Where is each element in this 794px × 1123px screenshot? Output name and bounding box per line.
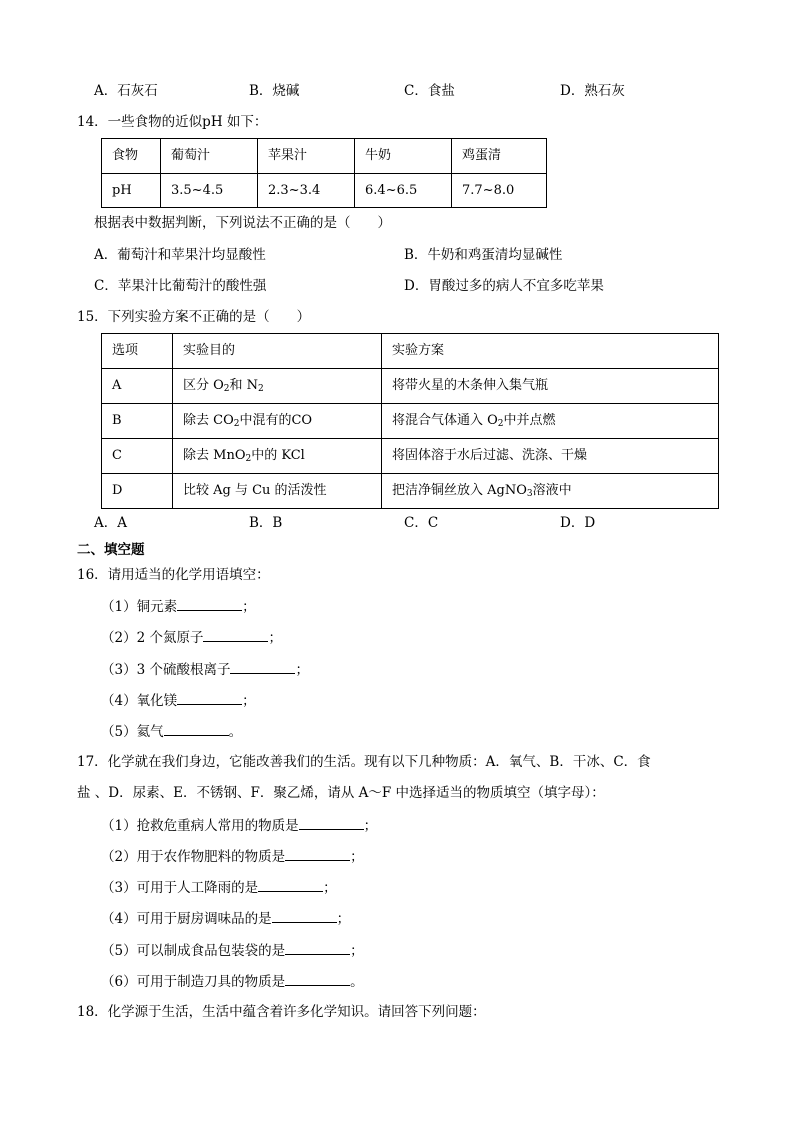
q14-stem: 14．一些食物的近似pH 如下： <box>77 114 268 130</box>
item-label: （5）氦气 <box>101 724 164 740</box>
cell-text: 和 N <box>229 378 259 393</box>
table-cell <box>382 474 719 509</box>
q15-experiment-table <box>101 333 719 509</box>
item-end: ； <box>242 599 256 615</box>
q15-stem: 15．下列实验方案不正确的是（ ） <box>77 309 311 325</box>
cell-text: 区分 O <box>183 378 224 393</box>
answer-blank[interactable] <box>258 878 323 892</box>
answer-blank[interactable] <box>285 941 350 955</box>
table-cell: 食物 <box>102 139 161 174</box>
item-label: （3）3 个硫酸根离子 <box>101 662 231 678</box>
q17-item-6 <box>101 972 364 991</box>
q14-option-c[interactable]: C．苹果汁比葡萄汁的酸性强 <box>94 278 267 294</box>
answer-blank[interactable] <box>164 722 229 736</box>
answer-blank[interactable] <box>285 972 350 986</box>
q14-options-row1 <box>0 246 794 264</box>
cell-text: 中混有的CO <box>239 413 313 428</box>
cell-text: 将混合气体通入 O <box>392 413 498 428</box>
item-label: （1）抢救危重病人常用的物质是 <box>101 818 299 834</box>
table-cell: 6.4~6.5 <box>355 174 452 208</box>
q15-options <box>0 514 794 532</box>
subscript: 3 <box>526 489 533 499</box>
q17-item-3 <box>101 878 337 897</box>
q16-item-3 <box>101 660 309 679</box>
subscript: 2 <box>245 454 252 464</box>
q18-stem: 18．化学源于生活，生活中蕴含着许多化学知识。请回答下列问题： <box>77 1004 486 1020</box>
answer-blank[interactable] <box>177 597 242 611</box>
q14-options-row2 <box>0 277 794 295</box>
answer-blank[interactable] <box>299 816 364 830</box>
q14-ph-table <box>101 138 547 208</box>
item-label: （1）铜元素 <box>101 599 178 615</box>
table-cell: A <box>102 369 173 404</box>
item-label: （6）可用于制造刀具的物质是 <box>101 974 286 990</box>
item-end: ； <box>295 662 309 678</box>
answer-blank[interactable] <box>177 691 242 705</box>
table-row <box>102 474 719 509</box>
q16-stem: 16．请用适当的化学用语填空： <box>77 567 270 583</box>
answer-blank[interactable] <box>285 847 350 861</box>
q15-option-a[interactable]: A．A <box>94 515 127 531</box>
item-label: （4）氧化镁 <box>101 693 178 709</box>
q17-item-4 <box>101 909 350 928</box>
table-cell: D <box>102 474 173 509</box>
table-cell: 3.5~4.5 <box>161 174 258 208</box>
table-cell: 将带火星的木条伸入集气瓶 <box>382 369 719 404</box>
item-label: （2）2 个氮原子 <box>101 630 204 646</box>
table-header-cell: 实验方案 <box>382 334 719 369</box>
section-heading: 二、填空题 <box>77 542 145 558</box>
table-cell: C <box>102 439 173 474</box>
table-cell <box>382 404 719 439</box>
q14-option-a[interactable]: A．葡萄汁和苹果汁均显酸性 <box>94 247 266 263</box>
table-cell: 苹果汁 <box>258 139 355 174</box>
table-header-cell: 实验目的 <box>173 334 382 369</box>
subscript: 2 <box>223 384 230 394</box>
q13-options <box>0 82 794 100</box>
table-row <box>102 369 719 404</box>
item-end: ； <box>242 693 256 709</box>
q14-question: 根据表中数据判断，下列说法不正确的是（ ） <box>94 215 391 231</box>
cell-text: 除去 MnO <box>183 448 246 463</box>
table-cell <box>173 369 382 404</box>
q16-item-5 <box>101 722 242 741</box>
table-cell: 2.3~3.4 <box>258 174 355 208</box>
q16-item-4 <box>101 691 256 710</box>
q15-option-d[interactable]: D．D <box>560 515 596 531</box>
subscript: 2 <box>233 419 240 429</box>
item-end: ； <box>336 911 351 927</box>
item-label: （5）可以制成食品包装袋的是 <box>101 943 286 959</box>
subscript: 2 <box>258 384 264 394</box>
answer-blank[interactable] <box>272 909 337 923</box>
answer-blank[interactable] <box>230 660 295 674</box>
item-end: ； <box>350 849 364 865</box>
q13-option-b[interactable]: B．烧碱 <box>249 83 300 99</box>
q17-item-1 <box>101 816 377 835</box>
table-row <box>102 174 547 208</box>
q17-stem-line1: 17．化学就在我们身边，它能改善我们的生活。现有以下几种物质：A．氧气、B．干冰、C．食 <box>77 754 651 770</box>
item-label: （4）可用于厨房调味品的是 <box>101 911 272 927</box>
table-cell: 鸡蛋清 <box>452 139 547 174</box>
item-end: ； <box>323 880 337 896</box>
item-label: （2）用于农作物肥料的物质是 <box>101 849 286 865</box>
q17-stem-line2: 盐 、D．尿素、E．不锈钢、F．聚乙烯，请从 A～F 中选择适当的物质填空（填字母）： <box>77 785 605 801</box>
q14-option-b[interactable]: B．牛奶和鸡蛋清均显碱性 <box>404 247 563 263</box>
q13-option-c[interactable]: C．食盐 <box>404 83 455 99</box>
q15-option-b[interactable]: B．B <box>249 515 283 531</box>
table-cell <box>173 439 382 474</box>
table-row <box>102 334 719 369</box>
table-cell: B <box>102 404 173 439</box>
table-header-cell: 选项 <box>102 334 173 369</box>
table-row <box>102 404 719 439</box>
table-cell <box>173 404 382 439</box>
table-cell: 牛奶 <box>355 139 452 174</box>
item-end: ； <box>350 943 364 959</box>
table-row <box>102 139 547 174</box>
table-cell: 7.7~8.0 <box>452 174 547 208</box>
table-cell: 比较 Ag 与 Cu 的活泼性 <box>173 474 382 509</box>
item-end: 。 <box>350 974 364 990</box>
q17-item-2 <box>101 847 364 866</box>
table-row <box>102 439 719 474</box>
item-end: 。 <box>228 724 243 740</box>
cell-text: 中并点燃 <box>503 413 556 428</box>
q16-item-2 <box>101 628 282 647</box>
item-end: ； <box>268 630 282 646</box>
table-cell: pH <box>102 174 161 208</box>
item-end: ； <box>363 818 378 834</box>
cell-text: 除去 CO <box>183 413 234 428</box>
cell-text: 溶液中 <box>532 483 572 498</box>
q13-option-d[interactable]: D．熟石灰 <box>560 83 625 99</box>
item-label: （3）可用于人工降雨的是 <box>101 880 259 896</box>
q16-item-1 <box>101 597 256 616</box>
answer-blank[interactable] <box>203 628 268 642</box>
cell-text: 把洁净铜丝放入 AgNO <box>392 483 527 498</box>
q13-option-a[interactable]: A．石灰石 <box>94 83 158 99</box>
cell-text: 中的 KCl <box>251 448 305 463</box>
table-cell: 葡萄汁 <box>161 139 258 174</box>
subscript: 2 <box>497 419 504 429</box>
q14-option-d[interactable]: D．胃酸过多的病人不宜多吃苹果 <box>404 278 604 294</box>
q15-option-c[interactable]: C．C <box>404 515 439 531</box>
table-cell: 将固体溶于水后过滤、洗涤、干燥 <box>382 439 719 474</box>
q17-item-5 <box>101 941 364 960</box>
